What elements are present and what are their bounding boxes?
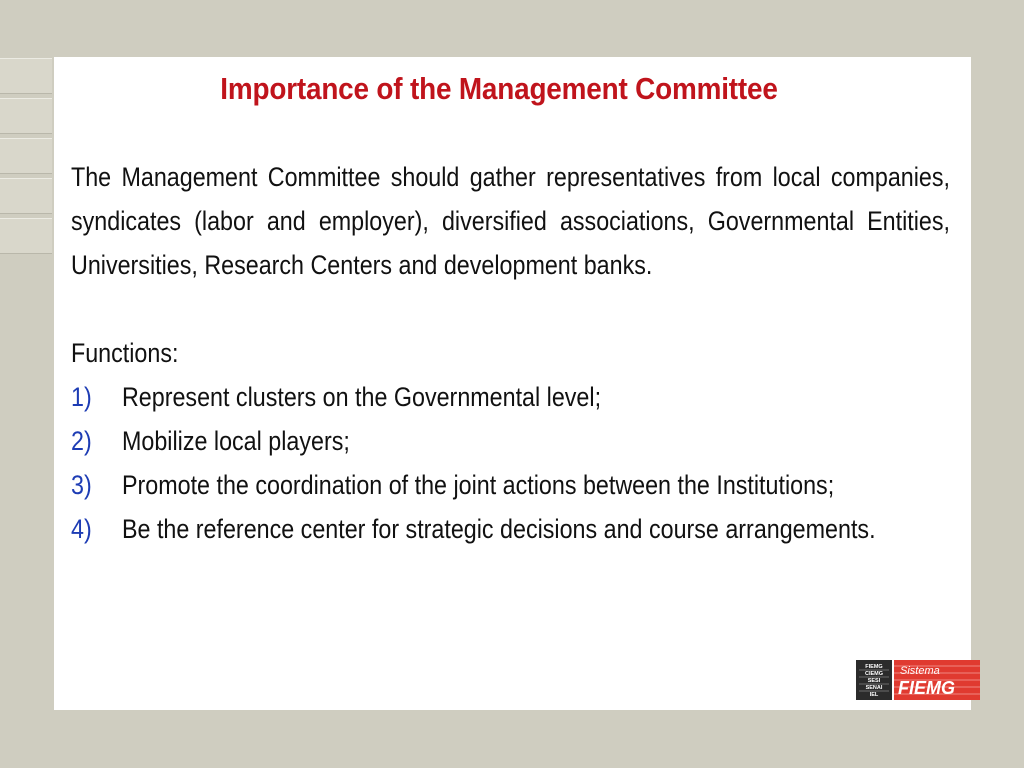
function-text: Represent clusters on the Governmental level; (121, 382, 602, 412)
function-text: Mobilize local players; (121, 426, 350, 456)
functions-label: Functions: (71, 338, 179, 368)
sistema-fiemg-logo (856, 660, 980, 700)
function-number: 4) (71, 514, 92, 544)
badge-line: CIEMG (864, 671, 884, 677)
stripe (0, 98, 52, 134)
function-number: 3) (71, 470, 92, 500)
function-item (71, 463, 950, 507)
badge-line: SESI (867, 678, 881, 684)
function-item (71, 507, 950, 551)
badge-line: FIEMG (865, 664, 883, 670)
slide-panel (54, 57, 971, 710)
stripe (0, 178, 52, 214)
stripe (0, 58, 52, 94)
function-item (71, 419, 950, 463)
function-text: Be the reference center for strategic decisions and course arrangements. (121, 514, 876, 544)
logo-line2: FIEMG (898, 678, 955, 698)
function-text: Promote the coordination of the joint actions between the Institutions; (121, 470, 835, 500)
slide-content (71, 155, 950, 551)
stripe (0, 218, 52, 254)
decorative-stripes (0, 58, 52, 258)
logo-line1: Sistema (900, 665, 940, 677)
function-number: 2) (71, 426, 92, 456)
function-item (71, 375, 950, 419)
function-number: 1) (71, 382, 92, 412)
slide-title: Importance of the Management Committee (220, 71, 778, 106)
badge-line: IEL (869, 692, 879, 698)
intro-paragraph: The Management Committee should gather representatives from local companies, syndicates (labor and employer), diversified associations, Governmental Entities, Universities, Research Centers and development banks. (71, 162, 950, 280)
badge-line: SENAI (865, 685, 883, 691)
stripe (0, 138, 52, 174)
